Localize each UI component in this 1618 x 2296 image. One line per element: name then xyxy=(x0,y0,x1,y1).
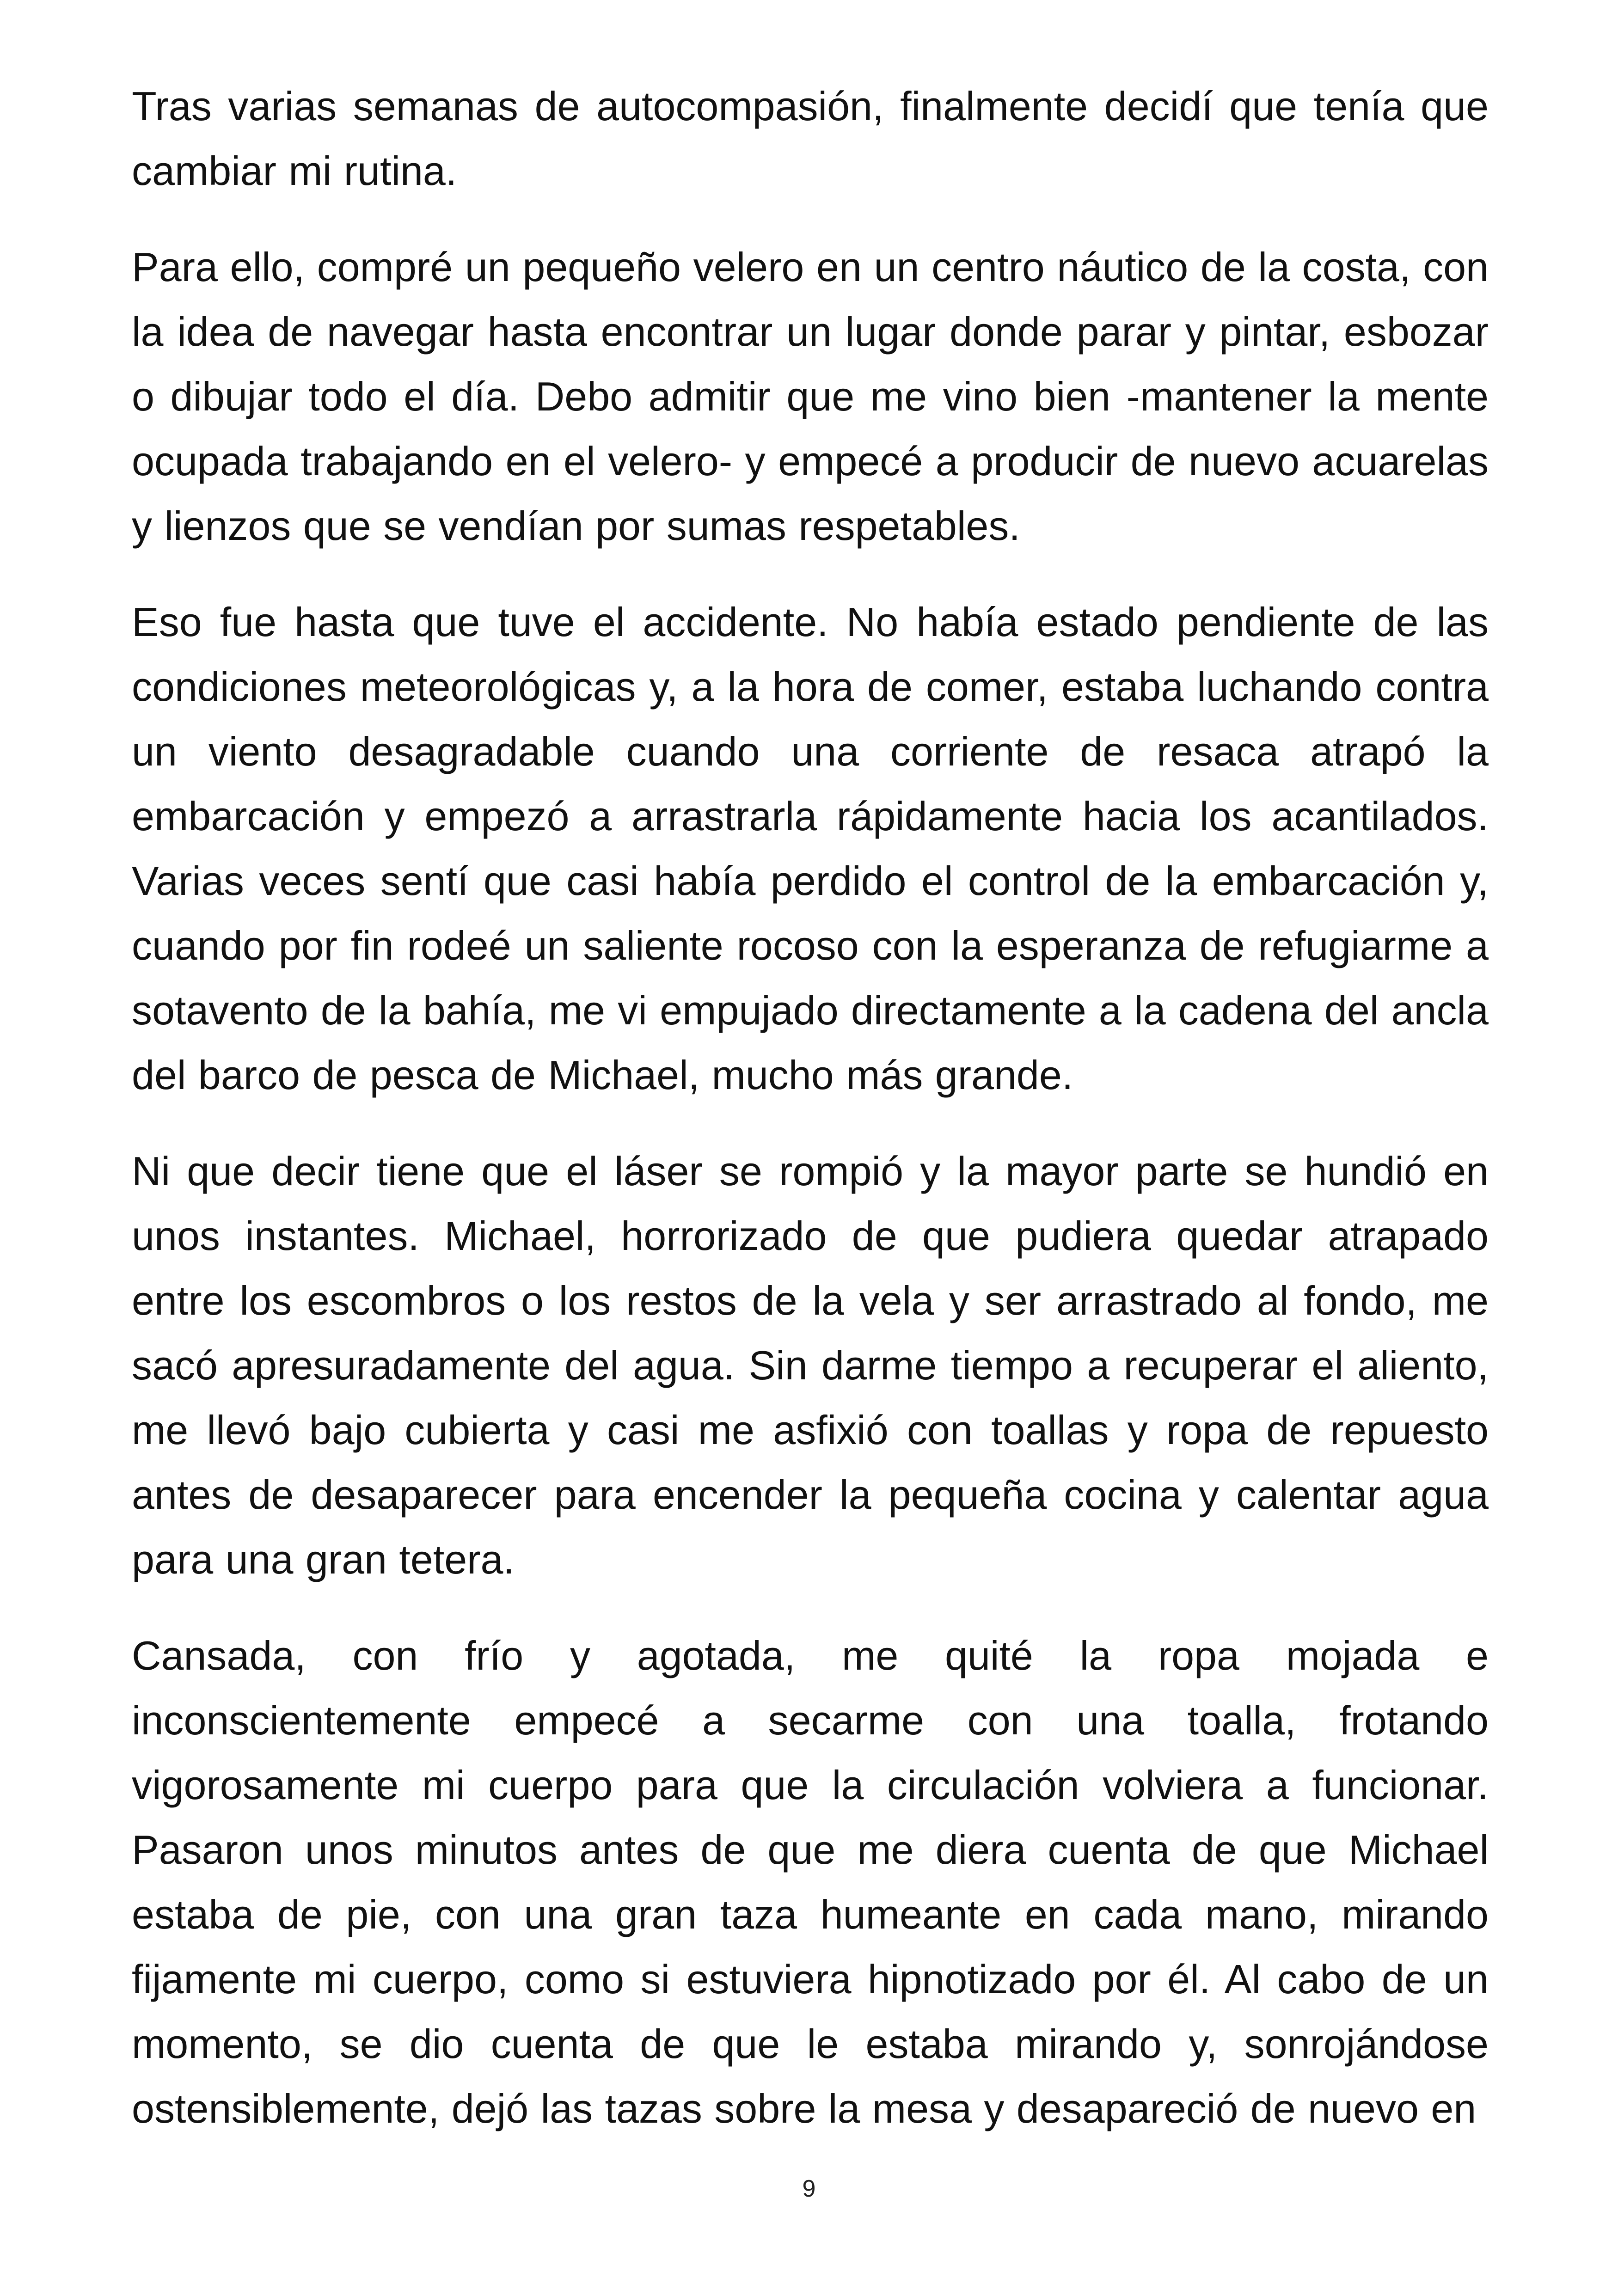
paragraph-3: Eso fue hasta que tuve el accidente. No había estado pendiente de las condiciones meteorológicas y, a la hora de comer, estaba luchando contra un viento desagradable cuando una corriente de resaca atrapó la embarcación y empezó a arrastrarla rápidamente hacia los acantilados. Varias veces sentí que casi había perdido el control de la embarcación y, cuando por fin rodeé un saliente rocoso con la esperanza de refugiarme a sotavento de la bahía, me vi empujado directamente a la cadena del ancla del barco de pesca de Michael, mucho más grande. xyxy=(132,599,1489,1098)
paragraph-2: Para ello, compré un pequeño velero en un centro náutico de la costa, con la idea de navegar hasta encontrar un lugar donde parar y pintar, esbozar o dibujar todo el día. Debo admitir que me vino bien -mantener la mente ocupada trabajando en el velero- y empecé a producir de nuevo acuarelas y lienzos que se vendían por sumas respetables. xyxy=(132,244,1489,549)
paragraph-4: Ni que decir tiene que el láser se rompió y la mayor parte se hundió en unos instantes. Michael, horrorizado de que pudiera quedar atrapado entre los escombros o los restos de la vela y ser arrastrado al fondo, me sacó apresuradamente del agua. Sin darme tiempo a recuperar el aliento, me llevó bajo cubierta y casi me asfixió con toallas y ropa de repuesto antes de desaparecer para encender la pequeña cocina y calentar agua para una gran tetera. xyxy=(132,1148,1489,1582)
paragraph-5: Cansada, con frío y agotada, me quité la ropa mojada e inconscientemente empecé a secarme con una toalla, frotando vigorosamente mi cuerpo para que la circulación volviera a funcionar. Pasaron unos minutos antes de que me diera cuenta de que Michael estaba de pie, con una gran taza humeante en cada mano, mirando fijamente mi cuerpo, como si estuviera hipnotizado por él. Al cabo de un momento, se dio cuenta de que le estaba mirando y, sonrojándose ostensiblemente, dejó las tazas sobre la mesa y desapareció de nuevo en xyxy=(132,1633,1489,2131)
paragraph-1: Tras varias semanas de autocompasión, finalmente decidí que tenía que cambiar mi rutina. xyxy=(132,83,1489,194)
body-text xyxy=(132,74,1489,2173)
page-number: 9 xyxy=(802,2175,816,2202)
